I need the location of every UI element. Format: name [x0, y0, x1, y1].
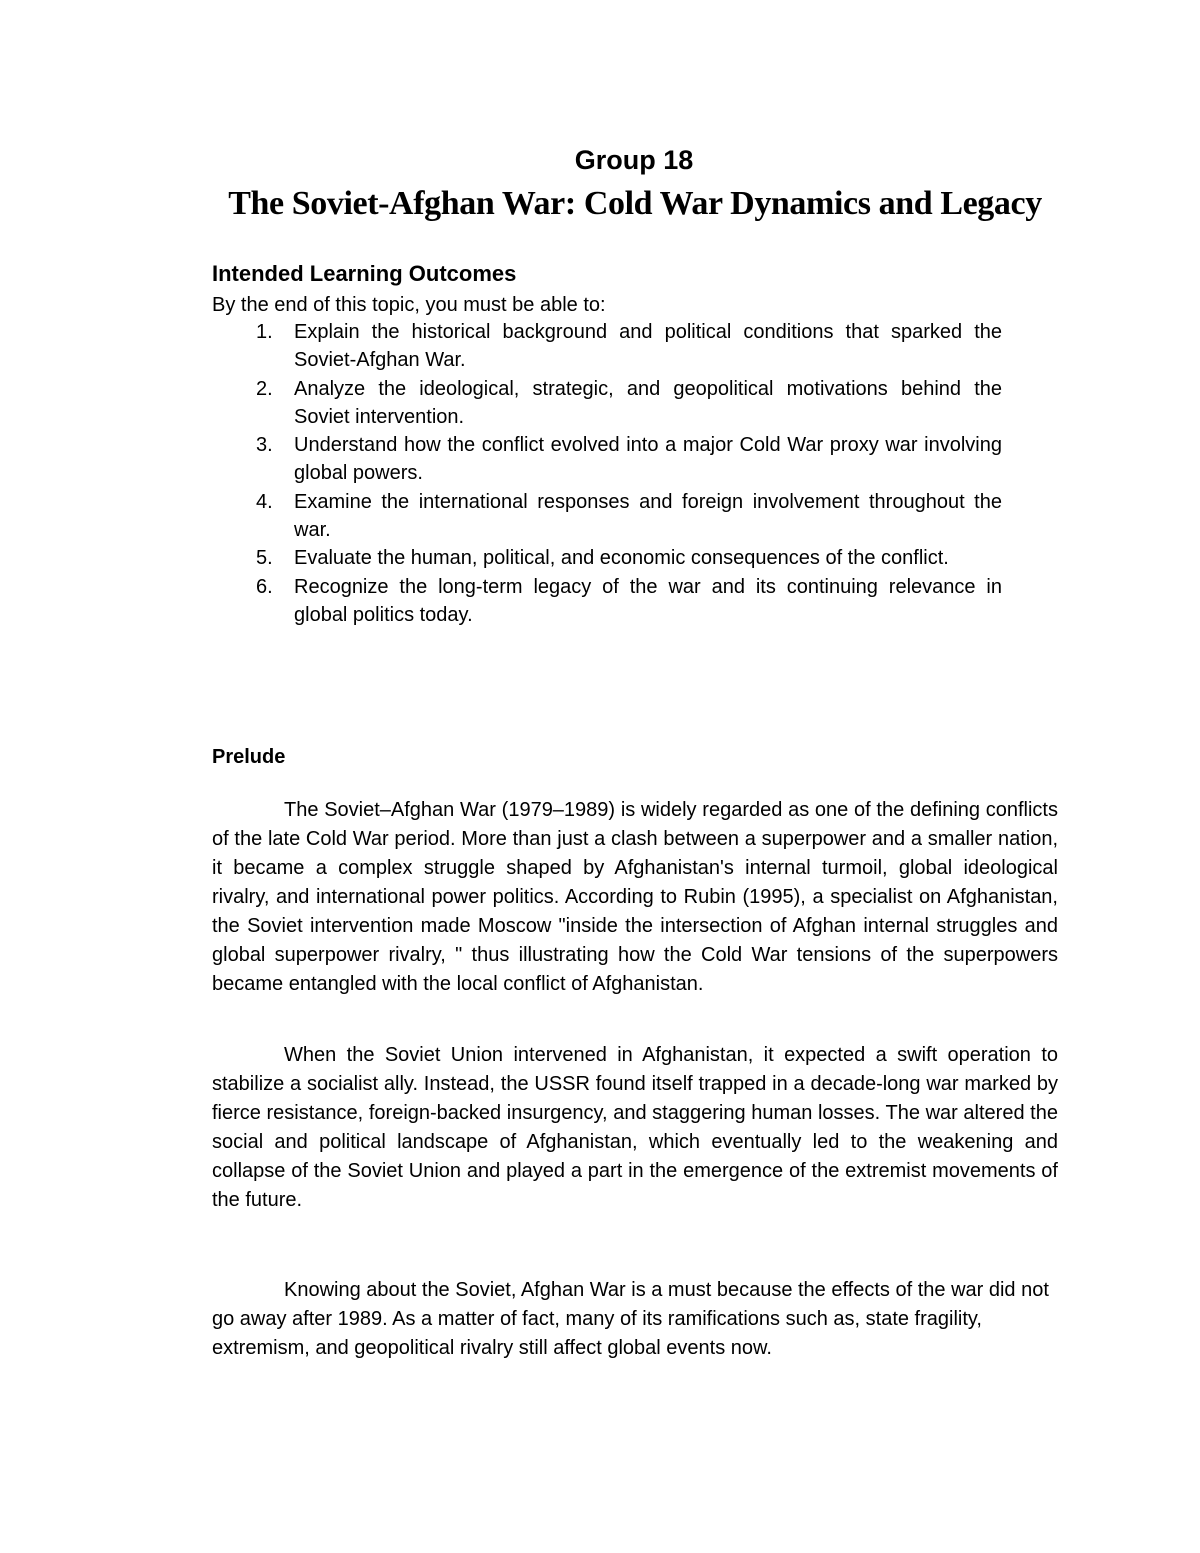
outcome-text: Understand how the conflict evolved into a major Cold War proxy war involving global powers.	[294, 434, 1002, 485]
prelude-heading: Prelude	[212, 746, 286, 768]
prelude-paragraph: When the Soviet Union intervened in Afghanistan, it expected a swift operation to stabilize a socialist ally. Instead, the USSR found itself trapped in a decade-long war marked by fierce resistance, foreign-backed insurgency, and staggering human losses. The war altered the social and political landscape of Afghanistan, which eventually led to the weakening and collapse of the Soviet Union and played a part in the emergence of the extremist movements of the future.	[212, 1044, 1058, 1211]
outcome-item	[256, 573, 1002, 630]
outcome-number: 6.	[256, 575, 273, 598]
learning-outcomes-list	[256, 318, 1002, 629]
learning-outcomes-heading: Intended Learning Outcomes	[212, 261, 517, 286]
outcome-item	[256, 431, 1002, 488]
outcome-number: 5.	[256, 547, 273, 570]
outcome-number: 1.	[256, 321, 273, 343]
document-title: The Soviet-Afghan War: Cold War Dynamics and Legacy	[228, 185, 1042, 222]
outcome-text: Examine the international responses and foreign involvement throughout the war.	[294, 490, 1002, 542]
outcome-text: Analyze the ideological, strategic, and geopolitical motivations behind the Soviet intervention.	[294, 377, 1002, 428]
group-label: Group 18	[574, 145, 694, 175]
prelude-paragraph: The Soviet–Afghan War (1979–1989) is widely regarded as one of the defining conflicts of the late Cold War period. More than just a clash between a superpower and a smaller nation, it became a complex struggle shaped by Afghanistan's internal turmoil, global ideological rivalry, and international power politics. According to Rubin (1995), a specialist on Afghanistan, the Soviet intervention made Moscow "inside the intersection of Afghan internal struggles and global superpower rivalry, " thus illustrating how the Cold War tensions of the superpowers became entangled with the local conflict of Afghanistan.	[212, 799, 1058, 995]
outcome-item	[256, 375, 1002, 432]
outcome-text: Evaluate the human, political, and economic consequences of the conflict.	[294, 547, 949, 570]
outcome-text: Explain the historical background and political conditions that sparked the Soviet-Afghan War.	[294, 321, 1002, 372]
outcome-item	[256, 488, 1002, 545]
outcome-item	[256, 544, 1002, 572]
outcome-text: Recognize the long-term legacy of the war and its continuing relevance in global politics today.	[294, 575, 1002, 626]
outcome-item	[256, 318, 1002, 375]
learning-outcomes-intro: By the end of this topic, you must be able to:	[212, 294, 606, 316]
outcome-number: 4.	[256, 490, 273, 513]
outcome-number: 2.	[256, 377, 273, 400]
prelude-paragraph: Knowing about the Soviet, Afghan War is a must because the effects of the war did not go away after 1989. As a matter of fact, many of its ramifications such as, state fragility, extremism, and geopolitical rivalry still affect global events now.	[212, 1279, 1049, 1359]
outcome-number: 3.	[256, 434, 273, 457]
